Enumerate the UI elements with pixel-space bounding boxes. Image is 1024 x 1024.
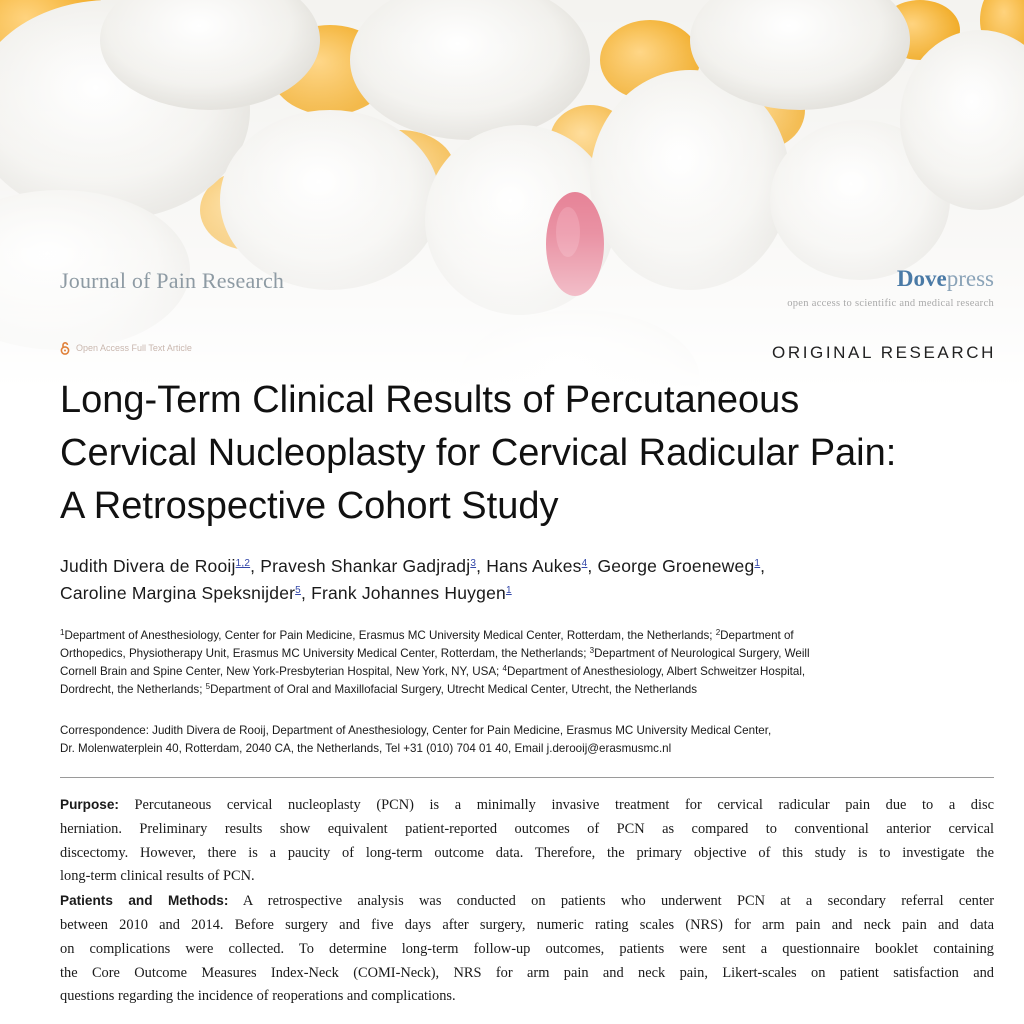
abstract-text: discectomy. However, there is a paucity of long-term outcome data. Therefore, the primary objective of this study is to investigate the bbox=[60, 844, 994, 861]
affiliation-text: Department of Anesthesiology, Albert Schweitzer Hospital, bbox=[506, 665, 806, 678]
affiliation-link[interactable]: 4 bbox=[581, 558, 588, 569]
affiliation-link[interactable]: 5 bbox=[295, 585, 301, 596]
author-name: Pravesh Shankar Gadjradj bbox=[260, 556, 471, 576]
affiliation-number: 4 bbox=[502, 664, 507, 673]
abstract-text: questions regarding the incidence of reoperations and complications. bbox=[60, 988, 456, 1005]
abstract-text: Percutaneous cervical nucleoplasty (PCN) is a minimally invasive treatment for cervical radicular pain due to a disc bbox=[118, 797, 994, 813]
open-access-lock-icon bbox=[60, 341, 70, 355]
journal-name: Journal of Pain Research bbox=[60, 268, 285, 293]
affiliation-number: 1 bbox=[60, 628, 65, 637]
affiliations bbox=[60, 627, 995, 699]
publisher-name-light: press bbox=[946, 266, 994, 291]
affiliation-link[interactable]: 3 bbox=[470, 558, 477, 569]
author-separator: , bbox=[250, 556, 261, 576]
affiliation-text: Department of Oral and Maxillofacial Surgery, Utrecht Medical Center, Utrecht, the Netherlands bbox=[210, 683, 698, 696]
abstract-text: between 2010 and 2014. Before surgery and five days after surgery, numeric rating scales (NRS) for arm pain and neck pain and data bbox=[60, 916, 994, 933]
publisher-name-bold: Dove bbox=[896, 266, 947, 291]
author-separator: , bbox=[300, 583, 312, 603]
affiliation-text: Department of Anesthesiology, Center for Pain Medicine, Erasmus MC University Medical Center, Rotterdam, the Netherlands; bbox=[64, 629, 716, 642]
abstract-text: long-term clinical results of PCN. bbox=[60, 868, 255, 885]
author-name: Judith Divera de Rooij bbox=[60, 556, 236, 576]
affiliation-text: Orthopedics, Physiotherapy Unit, Erasmus MC University Medical Center, Rotterdam, the Netherlands; bbox=[60, 647, 590, 660]
author-separator: , bbox=[476, 556, 487, 576]
abstract-heading-purpose: Purpose: bbox=[60, 797, 119, 812]
cover-image-spine-model bbox=[0, 0, 1024, 390]
affiliation-text: Department of Neurological Surgery, Weill bbox=[594, 647, 810, 660]
article-title bbox=[60, 374, 1010, 533]
publisher-tagline: open access to scientific and medical research bbox=[787, 298, 994, 309]
abstract-heading-methods: Patients and Methods: bbox=[60, 893, 229, 909]
affiliation-text: Dordrecht, the Netherlands; bbox=[60, 683, 206, 696]
abstract-text: herniation. Preliminary results show equivalent patient-reported outcomes of PCN as compared to conventional anterior cervical bbox=[60, 820, 994, 837]
open-access-badge bbox=[60, 341, 192, 355]
affiliation-text: Department of bbox=[720, 629, 794, 642]
open-access-label: Open Access Full Text Article bbox=[76, 343, 192, 353]
affiliation-link[interactable]: 1 bbox=[505, 585, 512, 596]
title-line: A Retrospective Cohort Study bbox=[60, 485, 559, 527]
abstract bbox=[60, 793, 994, 1009]
affiliation-link[interactable]: 1,2 bbox=[235, 558, 251, 569]
correspondence-line: Dr. Molenwaterplein 40, Rotterdam, 2040 CA, the Netherlands, Tel +31 (010) 704 01 40, Email j.derooij@erasmusmc.nl bbox=[60, 742, 672, 755]
abstract-text: the Core Outcome Measures Index-Neck (COMI-Neck), NRS for arm pain and neck pain, Likert-scales on patient satisfaction and bbox=[60, 964, 994, 981]
article-type-label: ORIGINAL RESEARCH bbox=[772, 343, 996, 362]
title-line: Cervical Nucleoplasty for Cervical Radicular Pain: bbox=[60, 432, 897, 474]
author-name: Frank Johannes Huygen bbox=[311, 583, 506, 603]
author-separator: , bbox=[587, 556, 598, 576]
affiliation-link[interactable]: 1 bbox=[754, 558, 761, 569]
section-divider bbox=[60, 777, 994, 778]
title-line: Long-Term Clinical Results of Percutaneous bbox=[60, 379, 800, 421]
correspondence-line: Correspondence: Judith Divera de Rooij, Department of Anesthesiology, Center for Pain Medicine, Erasmus MC University Medical Center, bbox=[60, 724, 772, 737]
author-separator: , bbox=[760, 556, 766, 576]
affiliation-number: 5 bbox=[205, 682, 211, 691]
correspondence bbox=[60, 722, 995, 758]
abstract-text: on complications were collected. To determine long-term follow-up outcomes, patients were sent a questionnaire booklet containing bbox=[60, 940, 994, 957]
affiliation-number: 2 bbox=[715, 628, 721, 637]
author-list bbox=[60, 553, 1010, 607]
publisher-logo bbox=[787, 266, 994, 309]
author-name: Hans Aukes bbox=[486, 556, 582, 576]
author-name: Caroline Margina Speksnijder bbox=[60, 583, 296, 603]
author-name: George Groeneweg bbox=[597, 556, 755, 576]
affiliation-text: Cornell Brain and Spine Center, New York-Presbyterian Hospital, New York, NY, USA; bbox=[60, 665, 503, 678]
affiliation-number: 3 bbox=[589, 646, 595, 655]
abstract-text: A retrospective analysis was conducted on patients who underwent PCN at a secondary referral center bbox=[228, 893, 994, 910]
